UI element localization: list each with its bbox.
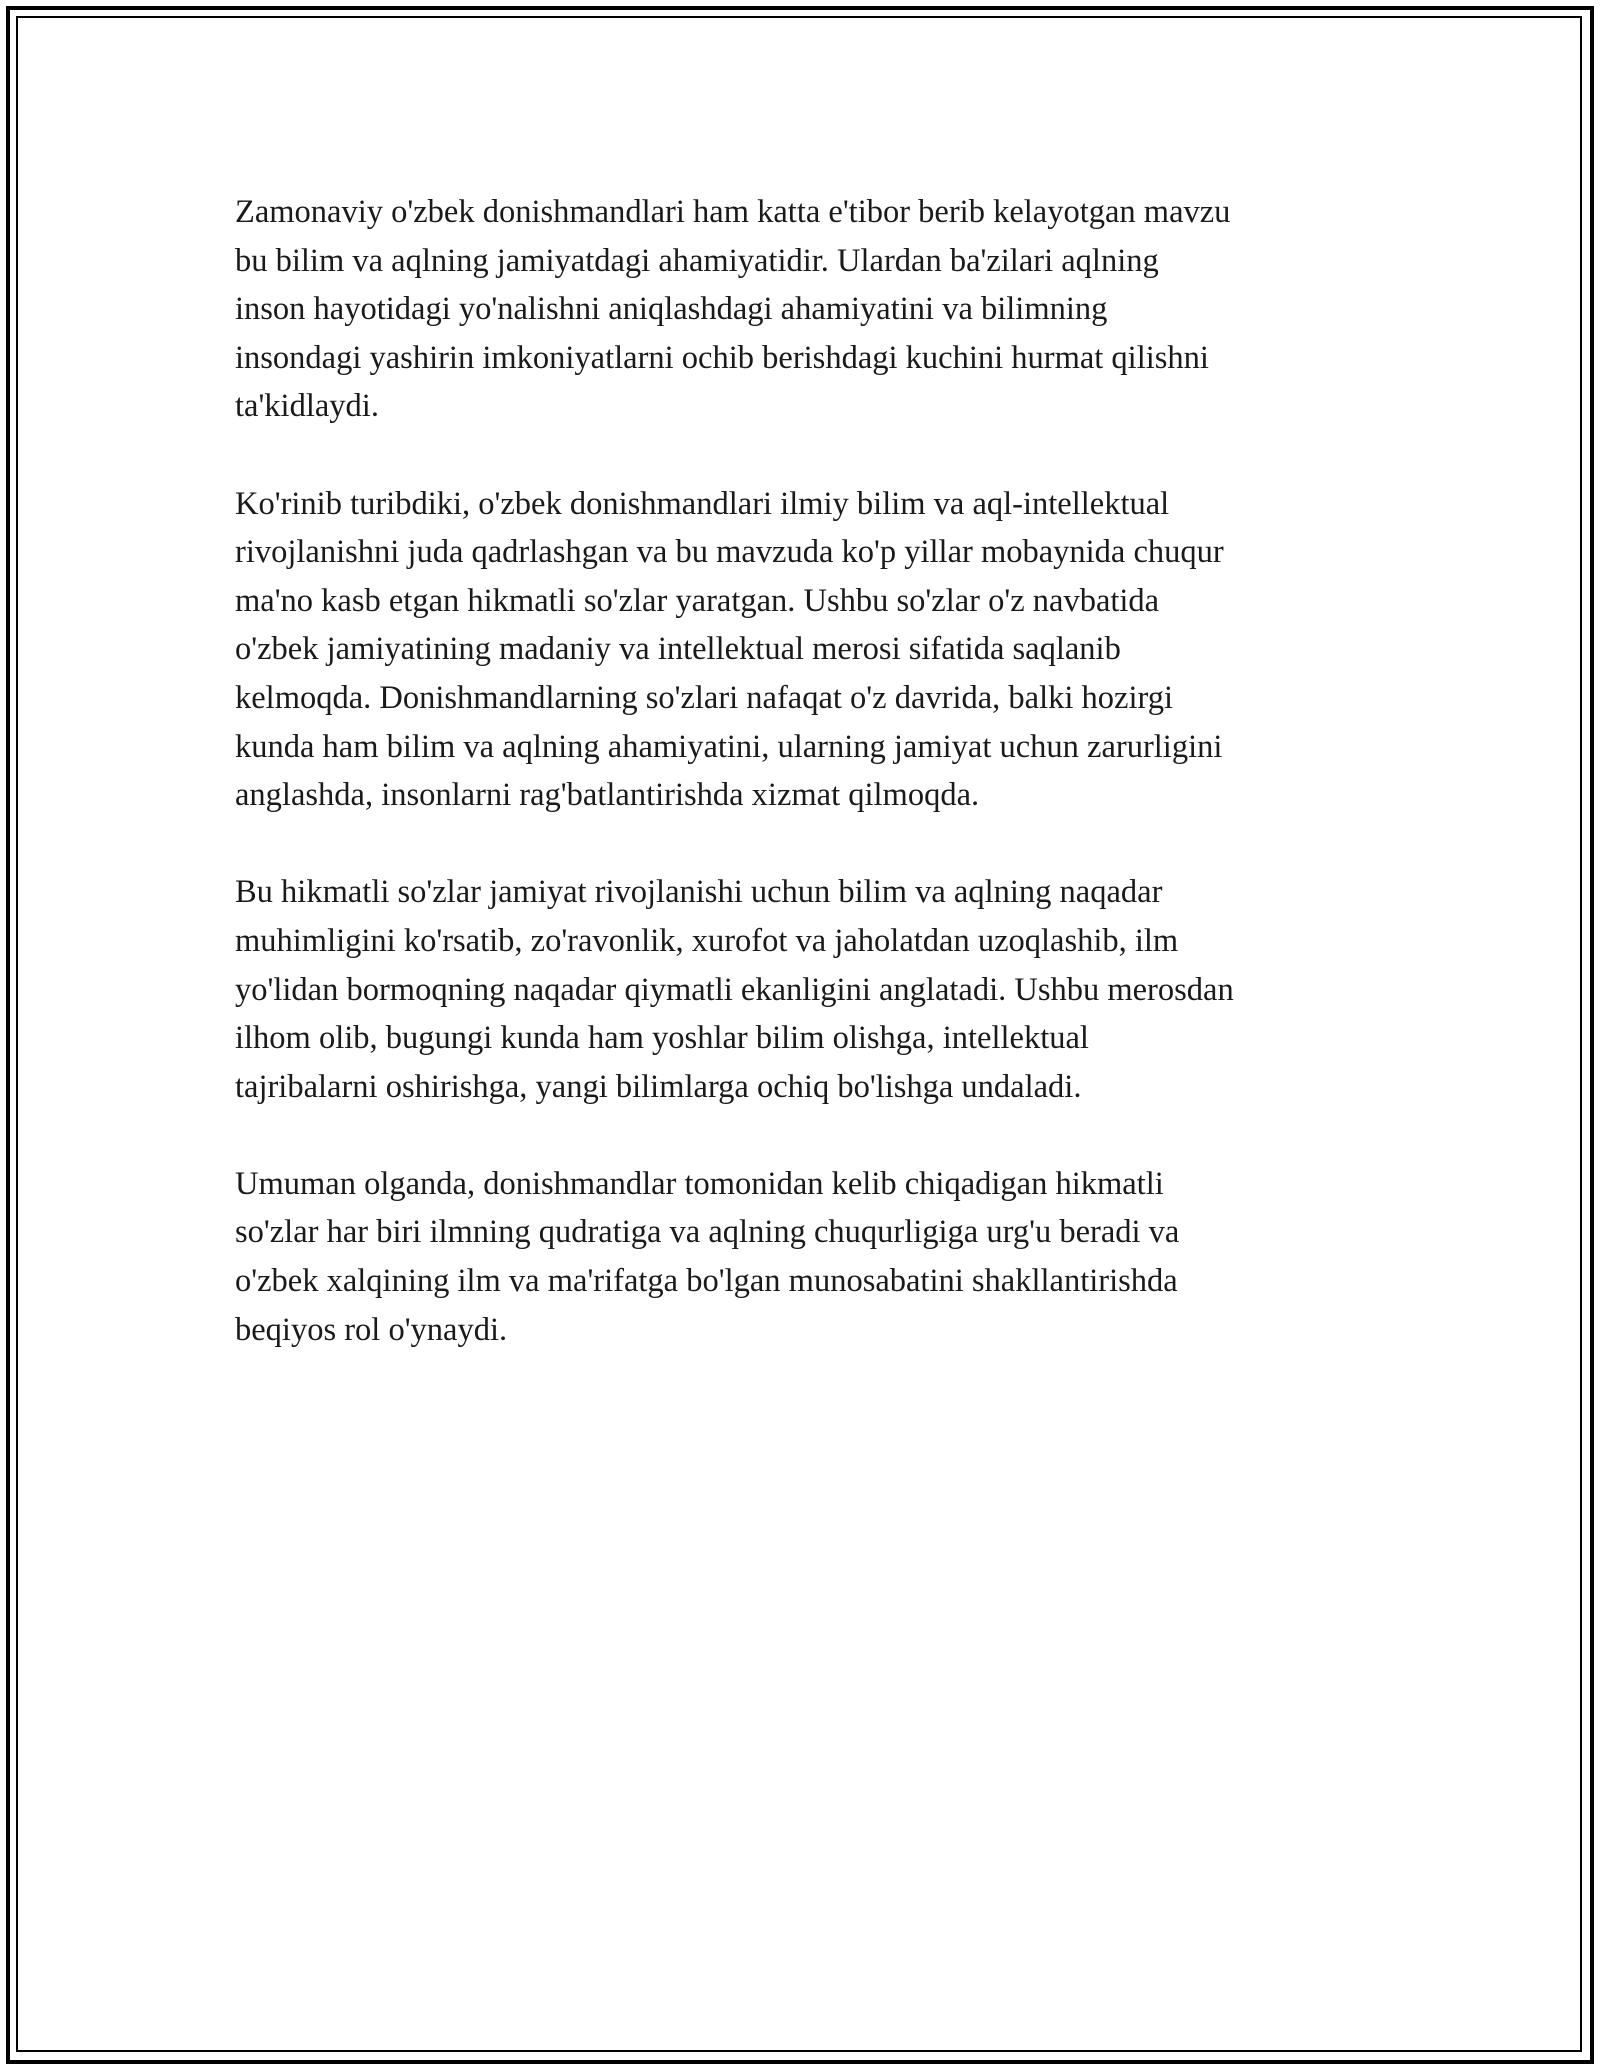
paragraph-1: Zamonaviy o'zbek donishmandlari ham katta e'tibor berib kelayotgan mavzu bu bilim va aqlning jamiyatdagi ahamiyatidir. Ulardan ba'zilari aqlning inson hayotidagi yo'nalishni aniqlashdagi ahamiyatini va bilimning insondagi yashirin imkoniyatlarni ochib berishdagi kuchini hurmat qilishni ta'kidlaydi.	[235, 194, 1231, 425]
paragraph-4: Umuman olganda, donishmandlar tomonidan kelib chiqadigan hikmatli so'zlar har biri ilmning qudratiga va aqlning chuqurligiga urg'u beradi va o'zbek xalqining ilm va ma'rifatga bo'lgan munosabatini shakllantirishda beqiyos rol o'ynaydi.	[235, 1165, 1180, 1348]
document-body	[235, 188, 1375, 1403]
paragraph-3: Bu hikmatli so'zlar jamiyat rivojlanishi uchun bilim va aqlning naqadar muhimligini ko'rsatib, zo'ravonlik, xurofot va jaholatdan uzoqlashib, ilm yo'lidan bormoqning naqadar qiymatli ekanligini anglatadi. Ushbu merosdan ilhom olib, bugungi kunda ham yoshlar bilim olishga, intellektual tajribalarni oshirishga, yangi bilimlarga ochiq bo'lishga undaladi.	[235, 874, 1234, 1105]
paragraph-2: Ko'rinib turibdiki, o'zbek donishmandlari ilmiy bilim va aql-intellektual rivojlanishni juda qadrlashgan va bu mavzuda ko'p yillar mobaynida chuqur ma'no kasb etgan hikmatli so'zlar yaratgan. Ushbu so'zlar o'z navbatida o'zbek jamiyatining madaniy va intellektual merosi sifatida saqlanib kelmoqda. Donishmandlarning so'zlari nafaqat o'z davrida, balki hozirgi kunda ham bilim va aqlning ahamiyatini, ularning jamiyat uchun zarurligini anglashda, insonlarni rag'batlantirishda xizmat qilmoqda.	[235, 485, 1224, 814]
